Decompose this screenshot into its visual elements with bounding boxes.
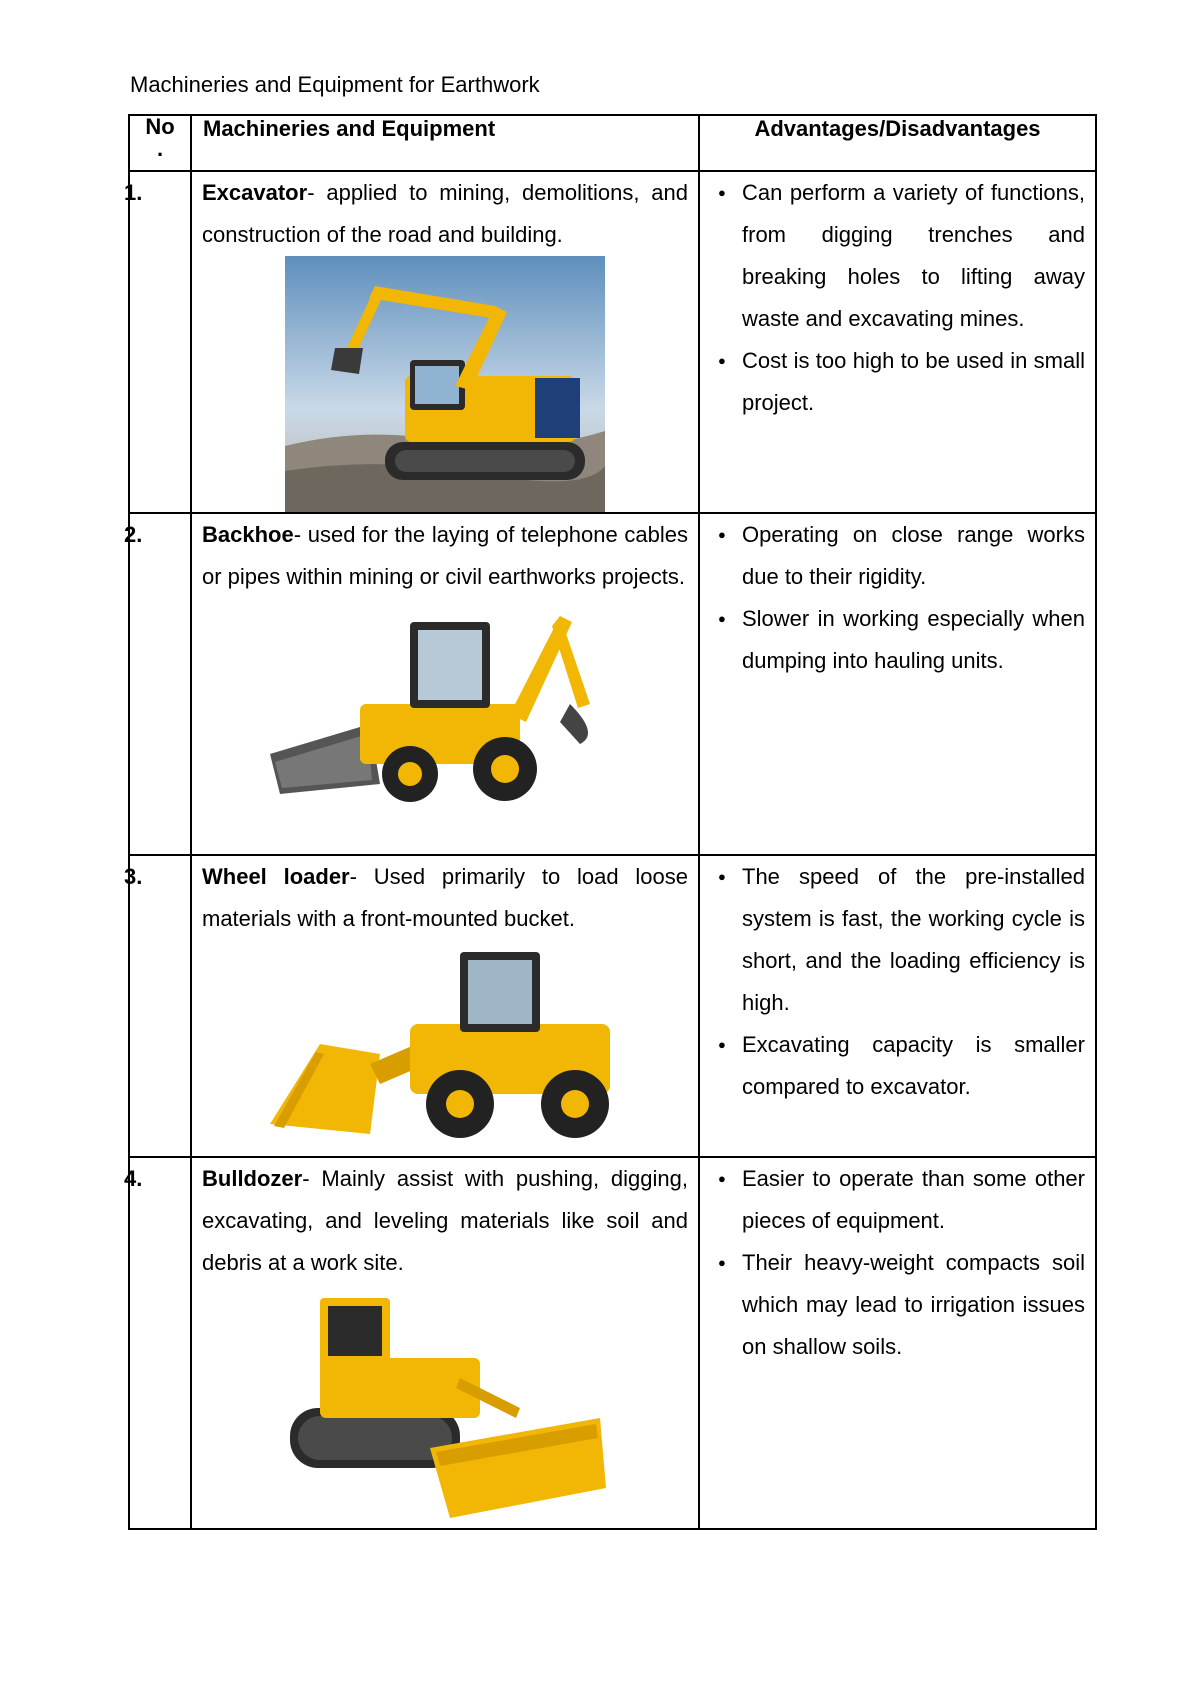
equipment-description: - used for the laying of telephone cables or pipes within mining or civil earthworks projects.: [202, 522, 688, 589]
equipment-cell: [191, 855, 699, 1157]
backhoe-photo: [260, 604, 630, 804]
advantages-cell: [699, 513, 1096, 855]
advantages-cell: [699, 1157, 1096, 1529]
excavator-photo: [285, 256, 605, 512]
equipment-cell: [191, 513, 699, 855]
header-advantages: Advantages/Disadvantages: [699, 115, 1096, 171]
advantage-point: ● Easier to operate than some other pieces of equipment.: [712, 1158, 1085, 1242]
advantages-cell: [699, 171, 1096, 513]
table-row: [129, 171, 1096, 513]
row-number: 2.: [129, 513, 191, 855]
equipment-name: Backhoe: [202, 522, 294, 547]
table-row: [129, 513, 1096, 855]
equipment-name: Bulldozer: [202, 1166, 303, 1191]
table-header-row: [129, 115, 1096, 171]
equipment-cell: [191, 1157, 699, 1529]
equipment-cell: [191, 171, 699, 513]
wheel-loader-photo: [260, 944, 630, 1144]
row-number: 1.: [129, 171, 191, 513]
equipment-name: Wheel loader: [202, 864, 350, 889]
equipment-name: Excavator: [202, 180, 308, 205]
advantages-cell: [699, 855, 1096, 1157]
advantage-point: ● Excavating capacity is smaller compared to excavator.: [712, 1024, 1085, 1108]
header-no: No .: [129, 115, 191, 171]
row-number: 3.: [129, 855, 191, 1157]
advantage-point: ● Can perform a variety of functions, from digging trenches and breaking holes to lifting away waste and excavating mines.: [712, 172, 1085, 340]
equipment-description: - applied to mining, demolitions, and construction of the road and building.: [202, 180, 688, 247]
advantage-point: ● Their heavy-weight compacts soil which may lead to irrigation issues on shallow soils.: [712, 1242, 1085, 1368]
advantage-point: ● Operating on close range works due to their rigidity.: [712, 514, 1085, 598]
equipment-table: [124, 114, 1097, 1530]
header-equipment: Machineries and Equipment: [191, 115, 699, 171]
advantage-point: ● The speed of the pre-installed system is fast, the working cycle is short, and the loading efficiency is high.: [712, 856, 1085, 1024]
table-row: [129, 855, 1096, 1157]
equipment-description: - Used primarily to load loose materials with a front-mounted bucket.: [202, 864, 688, 931]
page-title: Machineries and Equipment for Earthwork: [130, 72, 540, 97]
bulldozer-photo: [280, 1288, 610, 1528]
equipment-description: - Mainly assist with pushing, digging, excavating, and leveling materials like soil and debris at a work site.: [202, 1166, 688, 1275]
table-row: [129, 1157, 1096, 1529]
advantage-point: ● Cost is too high to be used in small project.: [712, 340, 1085, 424]
row-number: 4.: [129, 1157, 191, 1529]
advantage-point: ● Slower in working especially when dumping into hauling units.: [712, 598, 1085, 682]
